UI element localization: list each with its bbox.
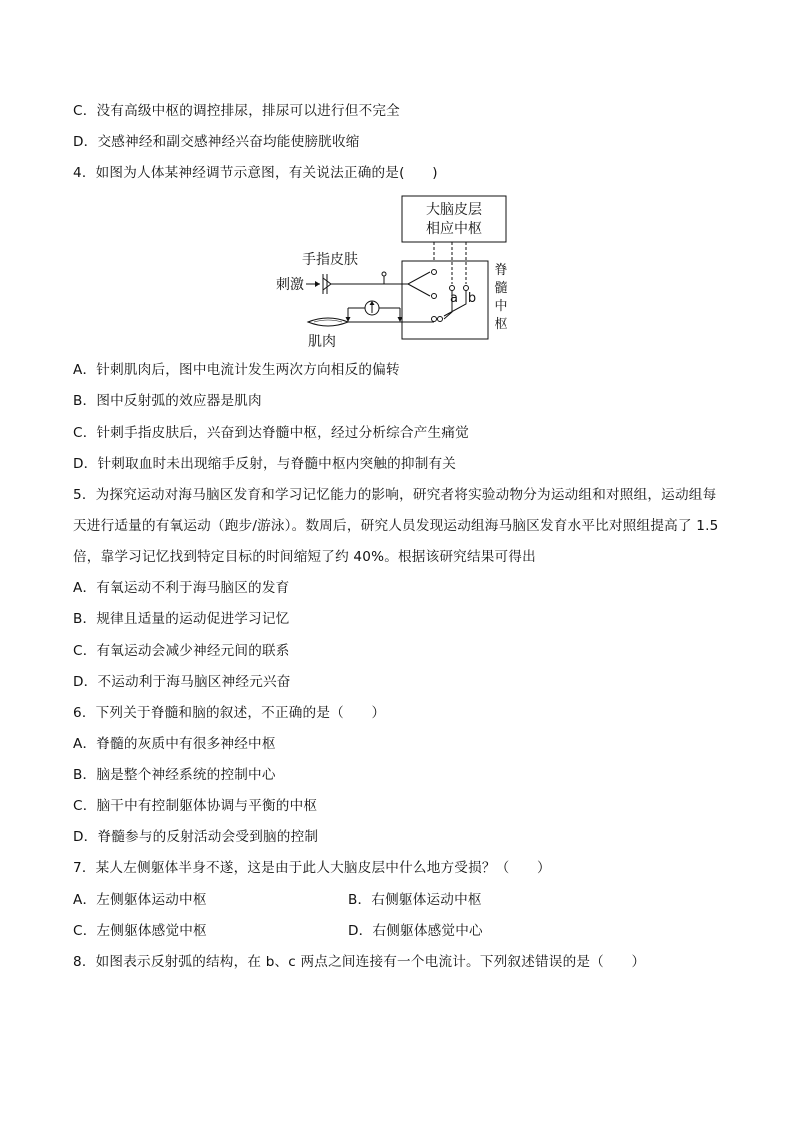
line-q3-d: D．交感神经和副交感神经兴奋均能使膀胱收缩 xyxy=(73,134,360,150)
q6-option-a: A．脊髓的灰质中有很多神经中枢 xyxy=(73,736,276,752)
cortex-label-1: 大脑皮层 xyxy=(426,202,482,218)
q7-option-c: C．左侧躯体感觉中枢 xyxy=(73,923,207,939)
point-b-label: b xyxy=(467,291,477,306)
point-a-label: a xyxy=(450,291,458,306)
q5-option-b: B．规律且适量的运动促进学习记忆 xyxy=(73,611,290,627)
skin-label: 手指皮肤 xyxy=(302,252,358,268)
spinal-label-4: 枢 xyxy=(494,317,508,332)
q7-option-d: D．右侧躯体感觉中心 xyxy=(348,923,483,939)
spinal-label-1: 脊 xyxy=(494,263,508,278)
q6-option-c: C．脑干中有控制躯体协调与平衡的中枢 xyxy=(73,798,318,814)
question-5-stem-3: 倍，靠学习记忆找到特定目标的时间缩短了约 40%。根据该研究结果可得出 xyxy=(73,549,536,565)
q4-option-b: B．图中反射弧的效应器是肌肉 xyxy=(73,393,262,409)
q6-option-b: B．脑是整个神经系统的控制中心 xyxy=(73,767,276,783)
q4-option-d: D．针刺取血时未出现缩手反射，与脊髓中枢内突触的抑制有关 xyxy=(73,456,457,472)
question-5-stem-1: 5．为探究运动对海马脑区发育和学习记忆能力的影响，研究者将实验动物分为运动组和对照组，运动组每 xyxy=(73,487,717,503)
q4-option-c: C．针刺手指皮肤后，兴奋到达脊髓中枢，经过分析综合产生痛觉 xyxy=(73,425,469,441)
spinal-label-3: 中 xyxy=(494,299,508,314)
question-5-stem-2: 天进行适量的有氧运动（跑步/游泳）。数周后，研究人员发现运动组海马脑区发育水平比对照组提高了 1.5 xyxy=(73,518,719,534)
muscle-label: 肌肉 xyxy=(308,334,336,350)
q5-option-a: A．有氧运动不利于海马脑区的发育 xyxy=(73,580,290,596)
cortex-label-2: 相应中枢 xyxy=(426,221,482,237)
q5-option-d: D．不运动利于海马脑区神经元兴奋 xyxy=(73,674,291,690)
line-q3-c: C．没有高级中枢的调控排尿，排尿可以进行但不完全 xyxy=(73,103,400,119)
question-6-stem: 6．下列关于脊髓和脑的叙述，不正确的是（ ） xyxy=(73,705,386,721)
q4-option-a: A．针刺肌肉后，图中电流计发生两次方向相反的偏转 xyxy=(73,362,400,378)
q7-option-a: A．左侧躯体运动中枢 xyxy=(73,892,207,908)
neural-regulation-diagram xyxy=(268,192,518,350)
q7-option-b: B．右侧躯体运动中枢 xyxy=(348,892,482,908)
stimulus-label: 刺激 xyxy=(276,277,304,293)
q6-option-d: D．脊髓参与的反射活动会受到脑的控制 xyxy=(73,829,319,845)
spinal-label-2: 髓 xyxy=(494,281,508,296)
q5-option-c: C．有氧运动会减少神经元间的联系 xyxy=(73,643,290,659)
question-4-stem: 4．如图为人体某神经调节示意图，有关说法正确的是( ) xyxy=(73,165,438,181)
question-7-stem: 7．某人左侧躯体半身不遂，这是由于此人大脑皮层中什么地方受损？（ ） xyxy=(73,860,551,876)
question-8-stem: 8．如图表示反射弧的结构，在 b、c 两点之间连接有一个电流计。下列叙述错误的是（ ） xyxy=(73,954,646,970)
